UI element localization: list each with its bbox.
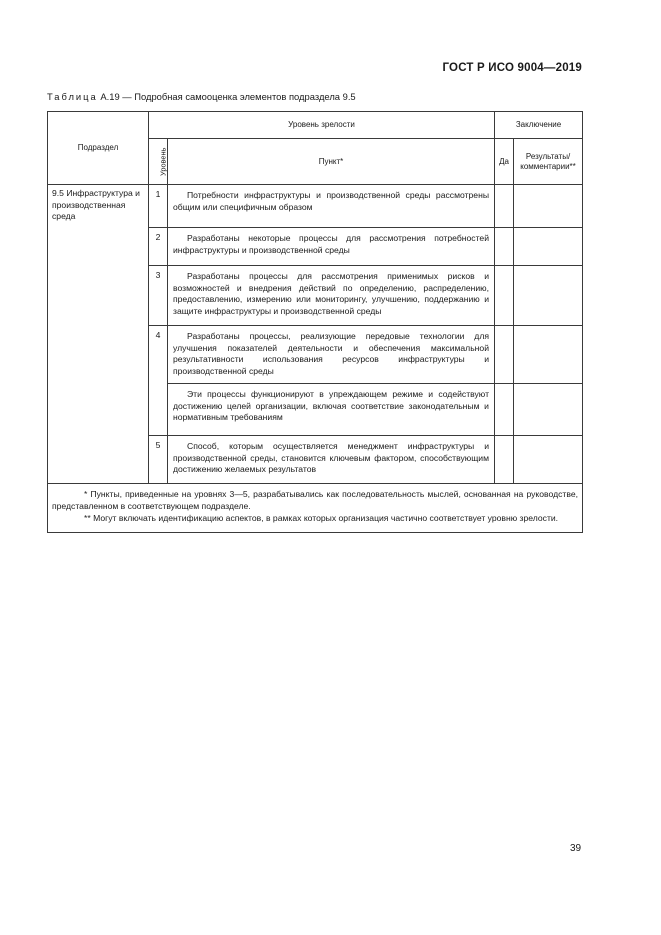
results-cell (514, 228, 583, 266)
item-text: Эти процессы функционируют в упреждающем режиме и содействуют достижению целей организации, включая соответствие законодательным и нормативным требованиям (173, 389, 489, 423)
item-text: Разработаны процессы, реализующие передовые технологии для улучшения показателей деятельности и обеспечения максимальной результативности использования ресурсов инфраструктуры и производственной среды (173, 331, 489, 376)
level-cell (149, 384, 168, 436)
results-cell (514, 185, 583, 228)
level-cell: 5 (149, 436, 168, 484)
level-cell: 1 (149, 185, 168, 228)
item-cell (168, 266, 495, 326)
subsection-cell: 9.5 Инфраструктура и производственная среда (48, 185, 149, 484)
results-cell (514, 384, 583, 436)
table-caption-text: А.19 — Подробная самооценка элементов подраздела 9.5 (100, 91, 356, 102)
item-text: Способ, которым осуществляется менеджмент инфраструктуры и производственной среды, становится ключевым фактором, способствующим достижению желаемых результатов (173, 441, 489, 475)
standard-code: ГОСТ Р ИСО 9004—2019 (442, 62, 582, 74)
yes-cell (495, 228, 514, 266)
header-results: Результаты/ комментарии** (514, 139, 583, 185)
item-text: Разработаны некоторые процессы для рассмотрения потребностей инфраструктуры и производственной среды (173, 233, 489, 255)
item-text: Разработаны процессы для рассмотрения применимых рисков и возможностей и внедрения действий по определению, распределению, предоставлению, измерению или мониторингу, улучшению, поддержанию и защите инфраструктуры и производственной среды (173, 271, 489, 316)
table-row (48, 185, 583, 228)
header-level: Уровень (158, 147, 168, 176)
item-cell (168, 436, 495, 484)
table-caption (47, 91, 356, 102)
level-cell: 3 (149, 266, 168, 326)
yes-cell (495, 384, 514, 436)
header-maturity-level: Уровень зрелости (149, 112, 495, 139)
item-text: Потребности инфраструктуры и производственной среды рассмотрены общим или специфичным образом (173, 190, 489, 212)
table-caption-label: Таблица (47, 91, 98, 102)
header-subsection: Подраздел (48, 112, 149, 185)
page-number: 39 (570, 843, 582, 854)
yes-cell (495, 185, 514, 228)
item-cell (168, 185, 495, 228)
results-cell (514, 326, 583, 384)
header-yes: Да (495, 139, 514, 185)
item-cell (168, 384, 495, 436)
results-cell (514, 436, 583, 484)
results-cell (514, 266, 583, 326)
level-cell: 2 (149, 228, 168, 266)
notes-row (48, 484, 583, 533)
yes-cell (495, 326, 514, 384)
self-assessment-table (47, 111, 583, 533)
note-2: ** Могут включать идентификацию аспектов, в рамках которых организация частично соответствует уровню зрелости. (84, 513, 559, 524)
table-notes (48, 484, 583, 533)
item-cell (168, 326, 495, 384)
yes-cell (495, 266, 514, 326)
item-cell (168, 228, 495, 266)
yes-cell (495, 436, 514, 484)
header-conclusion: Заключение (495, 112, 583, 139)
header-row-1 (48, 112, 583, 139)
header-level-cell (149, 139, 168, 185)
level-cell: 4 (149, 326, 168, 384)
note-1: * Пункты, приведенные на уровнях 3—5, разрабатывались как последовательность мыслей, основанная на руководстве, представленном в соответствующем подразделе. (52, 489, 579, 512)
header-item: Пункт* (168, 139, 495, 185)
